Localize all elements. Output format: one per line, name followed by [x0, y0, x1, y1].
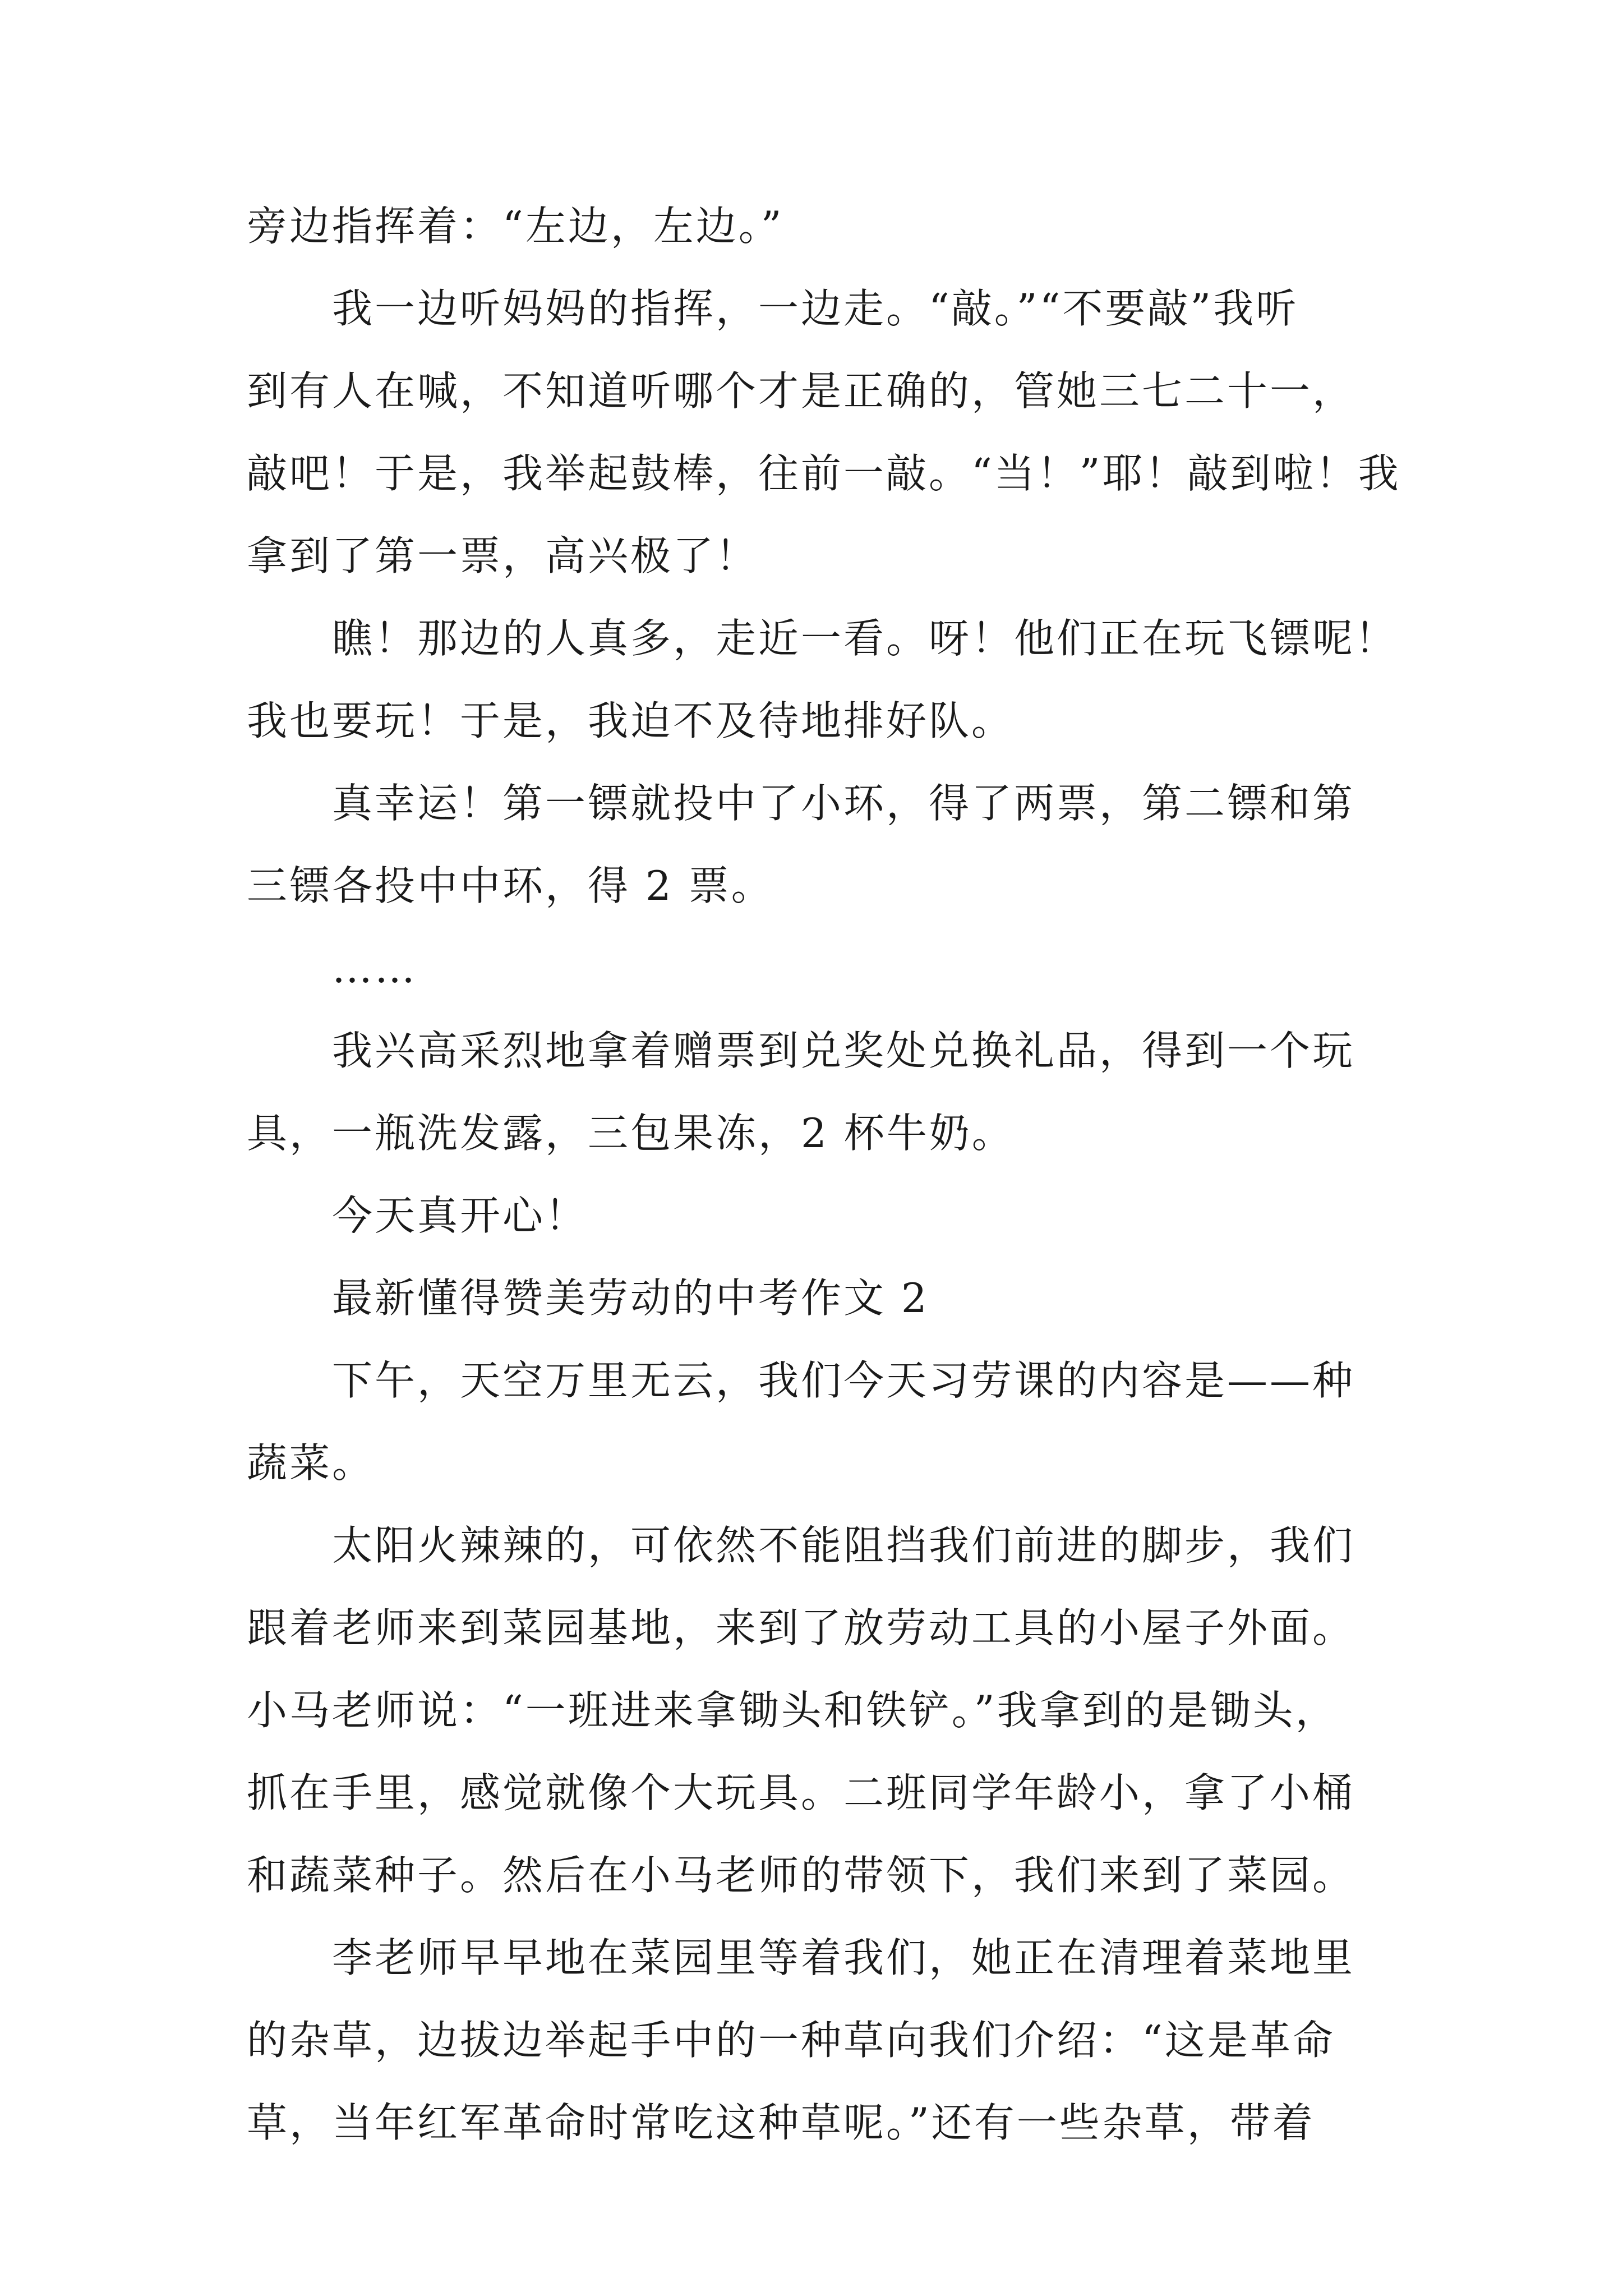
- text-line: 真幸运！第一镖就投中了小环，得了两票，第二镖和第: [332, 780, 1355, 827]
- section-heading: 最新懂得赞美劳动的中考作文 2: [332, 1274, 929, 1322]
- text-line: 今天真开心！: [332, 1192, 588, 1239]
- text-line: 瞧！那边的人真多，走近一看。呀！他们正在玩飞镖呢！: [332, 615, 1398, 662]
- text-line: 拿到了第一票，高兴极了！: [247, 532, 759, 579]
- text-line: 下午，天空万里无云，我们今天习劳课的内容是——种: [332, 1357, 1355, 1404]
- text-line: 抓在手里，感觉就像个大玩具。二班同学年龄小，拿了小桶: [247, 1769, 1355, 1816]
- text-line: 草，当年红军革命时常吃这种草呢。”还有一些杂草，带着: [247, 2099, 1315, 2146]
- text-line: ……: [332, 945, 417, 992]
- document-body: [247, 185, 1401, 2164]
- text-line: 和蔬菜种子。然后在小马老师的带领下，我们来到了菜园。: [247, 1852, 1355, 1899]
- text-line: 旁边指挥着：“左边，左边。”: [247, 203, 784, 250]
- text-line: 三镖各投中中环，得 2 票。: [247, 862, 774, 909]
- text-line: 我一边听妈妈的指挥，一边走。“敲。”“不要敲”我听: [332, 285, 1299, 332]
- text-line: 我兴高采烈地拿着赠票到兑奖处兑换礼品，得到一个玩: [332, 1027, 1355, 1074]
- text-line: 蔬菜。: [247, 1439, 375, 1487]
- text-line: 到有人在喊，不知道听哪个才是正确的，管她三七二十一，: [247, 367, 1355, 415]
- text-line: 太阳火辣辣的，可依然不能阻挡我们前进的脚步，我们: [332, 1522, 1355, 1569]
- text-line: 我也要玩！于是，我迫不及待地排好队。: [247, 697, 1015, 744]
- text-line: 敲吧！于是，我举起鼓棒，往前一敲。“当！”耶！敲到啦！我: [247, 450, 1401, 497]
- text-line: 具，一瓶洗发露，三包果冻，2 杯牛奶。: [247, 1110, 1015, 1157]
- text-line: 跟着老师来到菜园基地，来到了放劳动工具的小屋子外面。: [247, 1604, 1355, 1651]
- text-line: 小马老师说：“一班进来拿锄头和铁铲。”我拿到的是锄头，: [247, 1687, 1338, 1734]
- text-line: 的杂草，边拔边举起手中的一种草向我们介绍：“这是革命: [247, 2017, 1335, 2064]
- text-line: 李老师早早地在菜园里等着我们，她正在清理着菜地里: [332, 1934, 1355, 1981]
